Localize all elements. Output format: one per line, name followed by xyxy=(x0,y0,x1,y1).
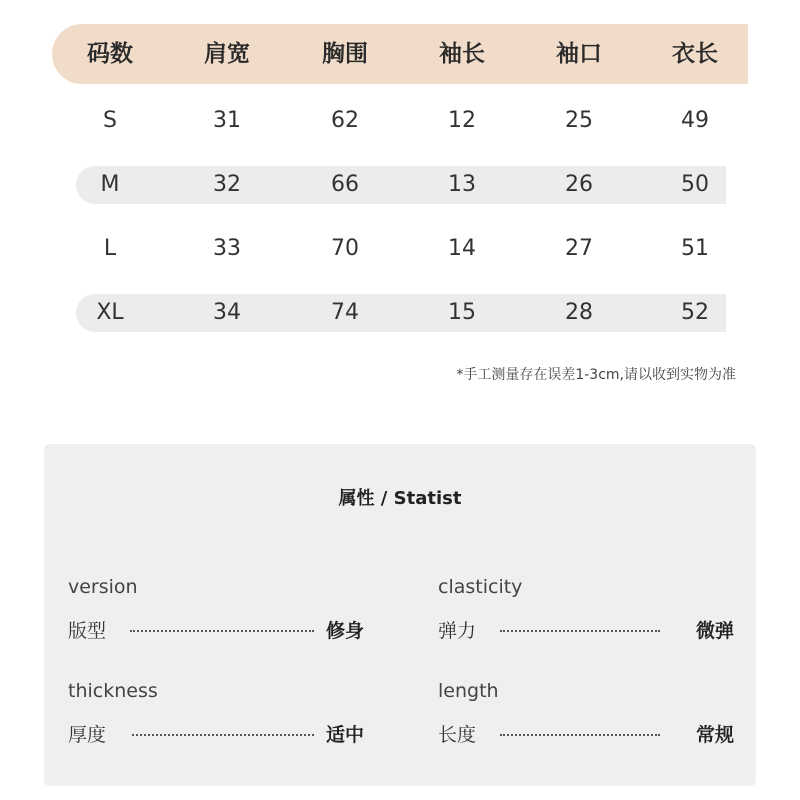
header-cuff: 袖口 xyxy=(556,41,602,67)
table-cell: 13 xyxy=(448,172,476,197)
header-length: 衣长 xyxy=(672,41,718,67)
table-cell: 50 xyxy=(681,172,709,197)
attr-version-zh: 版型 xyxy=(68,620,107,642)
attr-version-value: 修身 xyxy=(325,620,364,642)
header-size: 码数 xyxy=(87,41,133,67)
attr-thickness-zh: 厚度 xyxy=(68,724,107,746)
table-cell: L xyxy=(103,236,117,261)
table-cell: M xyxy=(100,172,120,197)
table-cell: 31 xyxy=(213,108,241,133)
header-shoulder: 肩宽 xyxy=(204,41,250,67)
table-cell: XL xyxy=(96,300,124,325)
dotted-leader xyxy=(500,734,660,736)
dotted-leader xyxy=(132,734,314,736)
attr-version-en: version xyxy=(68,576,138,598)
table-cell: 62 xyxy=(331,108,359,133)
table-cell: 32 xyxy=(213,172,241,197)
table-cell: 12 xyxy=(448,108,476,133)
table-cell: 52 xyxy=(681,300,709,325)
table-cell: 26 xyxy=(565,172,593,197)
table-cell: 49 xyxy=(681,108,709,133)
attr-elasticity-row xyxy=(438,616,734,642)
table-cell: S xyxy=(103,108,117,133)
attr-elasticity-zh: 弹力 xyxy=(438,620,477,642)
dotted-leader xyxy=(500,630,660,632)
attr-version-row xyxy=(68,616,364,642)
table-cell: 51 xyxy=(681,236,709,261)
table-cell: 14 xyxy=(448,236,476,261)
statist-title: 属性 / Statist xyxy=(338,488,462,509)
dotted-leader xyxy=(130,630,314,632)
table-cell: 27 xyxy=(565,236,593,261)
table-cell: 74 xyxy=(331,300,359,325)
table-cell: 70 xyxy=(331,236,359,261)
header-chest: 胸围 xyxy=(322,41,368,67)
attr-length-value: 常规 xyxy=(695,724,734,746)
attr-length-zh: 长度 xyxy=(438,724,477,746)
table-cell: 34 xyxy=(213,300,241,325)
measurement-note: *手工测量存在误差1-3cm,请以收到实物为准 xyxy=(456,367,736,383)
table-cell: 66 xyxy=(331,172,359,197)
attr-thickness-en: thickness xyxy=(68,680,158,702)
table-cell: 25 xyxy=(565,108,593,133)
table-cell: 28 xyxy=(565,300,593,325)
attr-thickness-value: 适中 xyxy=(325,724,364,746)
attr-length-row xyxy=(438,720,734,746)
header-sleeve-length: 袖长 xyxy=(439,41,485,67)
table-cell: 33 xyxy=(213,236,241,261)
attr-elasticity-en: clasticity xyxy=(438,576,523,598)
statist-panel xyxy=(44,444,756,786)
attr-elasticity-value: 微弹 xyxy=(695,620,734,642)
table-cell: 15 xyxy=(448,300,476,325)
attr-length-en: length xyxy=(438,680,499,702)
attr-thickness-row xyxy=(68,720,364,746)
